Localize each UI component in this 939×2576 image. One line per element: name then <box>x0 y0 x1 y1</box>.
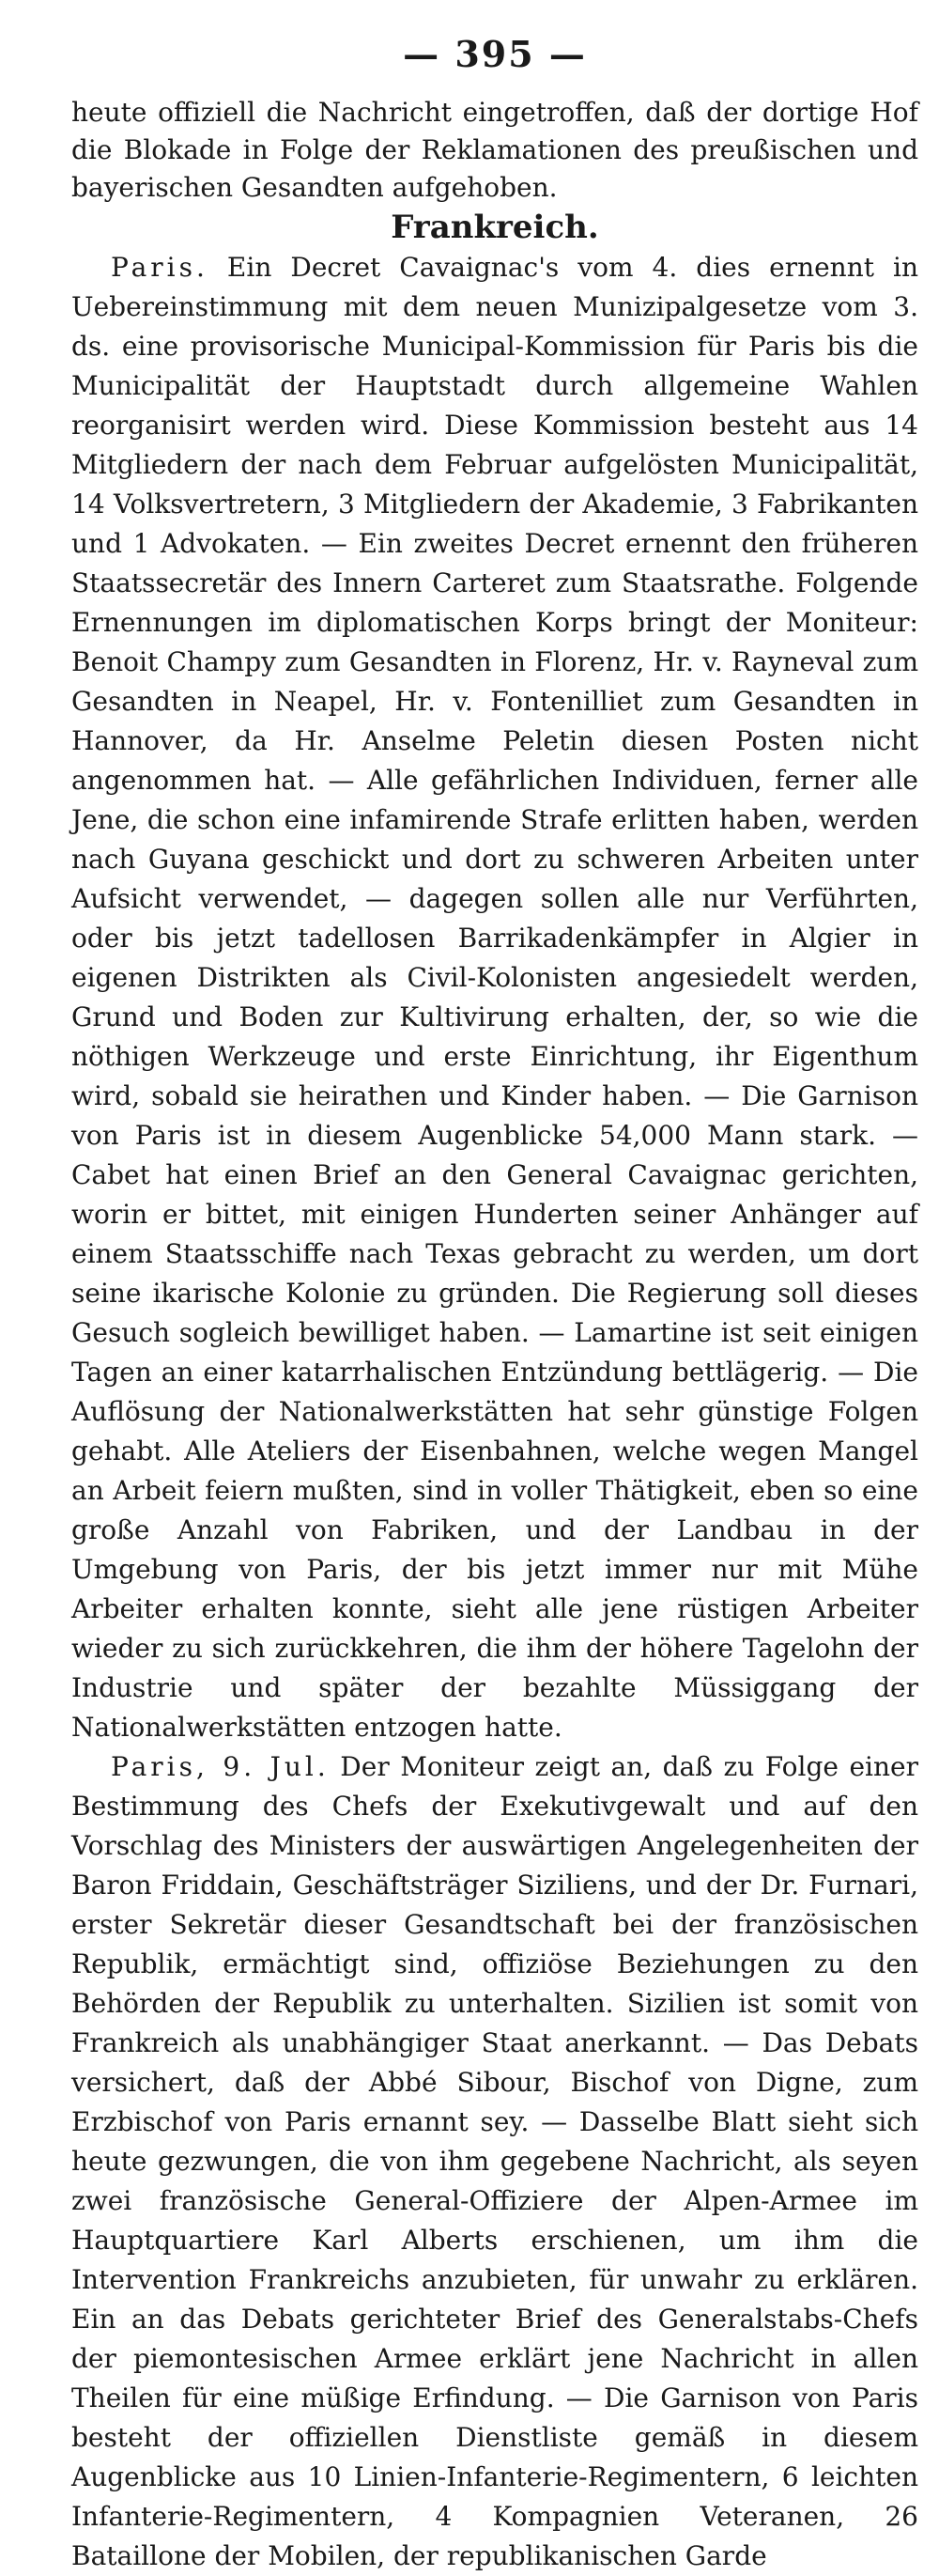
paragraph-text: Ein Decret Cavaignac's vom 4. dies ernennt in Uebereinstimmung mit dem neuen Munizipalgesetze vom 3. ds. eine provisorische Municipal-Kommission für Paris bis die Municipalität der Hauptstadt durch allgemeine Wahlen reorganisirt werden wird. Diese Kommission besteht aus 14 Mitgliedern der nach dem Februar aufgelösten Municipalität, 14 Volksvertretern, 3 Mitgliedern der Akademie, 3 Fabrikanten und 1 Advokaten. — Ein zweites Decret ernennt den früheren Staatssecretär des Innern Carteret zum Staatsrathe. Folgende Ernennungen im diplomatischen Korps bringt der Moniteur: Benoit Champy zum Gesandten in Florenz, Hr. v. Rayneval zum Gesandten in Neapel, Hr. v. Fontenilliet zum Gesandten in Hannover, da Hr. Anselme Peletin diesen Posten nicht angenommen hat. — Alle gefährlichen Individuen, ferner alle Jene, die schon eine infamirende Strafe erlitten haben, werden nach Guyana geschickt und dort zu schweren Arbeiten unter Aufsicht verwendet, — dagegen sollen alle nur Verführten, oder bis jetzt tadellosen Barrikadenkämpfer in Algier in eigenen Distrikten als Civil-Kolonisten angesiedelt werden, Grund und Boden zur Kultivirung erhalten, der, so wie die nöthigen Werkzeuge und erste Einrichtung, ihr Eigenthum wird, sobald sie heirathen und Kinder haben. — Die Garnison von Paris ist in diesem Augenblicke 54,000 Mann stark. — Cabet hat einen Brief an den General Cavaignac gerichten, worin er bittet, mit einigen Hunderten seiner Anhänger auf einem Staatsschiffe nach Texas gebracht zu werden, um dort seine ikarische Kolonie zu gründen. Die Regierung soll dieses Gesuch sogleich bewilliget haben. — Lamartine ist seit einigen Tagen an einer katarrhalischen Entzündung bettlägerig. — Die Auflösung der Nationalwerkstätten hat sehr günstige Folgen gehabt. Alle Ateliers der Eisenbahnen, welche wegen Mangel an Arbeit feiern mußten, sind in voller Thätigkeit, eben so eine große Anzahl von Fabriken, und der Landbau in der Umgebung von Paris, der bis jetzt immer nur mit Mühe Arbeiter erhalten konnte, sieht alle jene rüstigen Arbeiter wieder zu sich zurückkehren, die ihm der höhere Tagelohn der Industrie und später der bezahlte Müssiggang der Nationalwerkstätten entzogen hatte. <box>71 252 919 1743</box>
article-paragraph-paris <box>71 248 918 1747</box>
intro-paragraph: heute offiziell die Nachricht eingetroffen, daß der dortige Hof die Blokade in Folge der Reklamationen des preußischen und bayerischen Gesandten aufgehoben. <box>71 97 918 203</box>
page-number: — 395 — <box>403 33 587 75</box>
section-title: Frankreich. <box>391 209 599 246</box>
article-paragraph-paris-july <box>71 1747 918 2576</box>
paragraph-text: Der Moniteur zeigt an, daß zu Folge einer Bestimmung des Chefs der Exekutivgewalt und auf den Vorschlag des Ministers der auswärtigen Angelegenheiten der Baron Friddain, Geschäftsträger Siziliens, und der Dr. Furnari, erster Sekretär dieser Gesandtschaft bei der französischen Republik, ermächtigt sind, offiziöse Beziehungen zu den Behörden der Republik zu unterhalten. Sizilien ist somit von Frankreich als unabhängiger Staat anerkannt. — Das Debats versichert, daß der Abbé Sibour, Bischof von Digne, zum Erzbischof von Paris ernannt sey. — Dasselbe Blatt sieht sich heute gezwungen, die von ihm gegebene Nachricht, als seyen zwei französische General-Offiziere der Alpen-Armee im Hauptquartiere Karl Alberts erschienen, um ihm die Intervention Frankreichs anzubieten, für unwahr zu erklären. Ein an das Debats gerichteter Brief des Generalstabs-Chefs der piemontesischen Armee erklärt jene Nachricht in allen Theilen für eine müßige Erfindung. — Die Garnison von Paris besteht der offiziellen Dienstliste gemäß in diesem Augenblicke aus 10 Linien-Infanterie-Regimentern, 6 leichten Infanterie-Regimentern, 4 Kompagnien Veteranen, 26 Bataillone der Mobilen, der republikanischen Garde <box>71 1751 919 2571</box>
dateline: Paris, 9. Jul. <box>111 1751 330 1782</box>
dateline: Paris. <box>111 252 208 283</box>
